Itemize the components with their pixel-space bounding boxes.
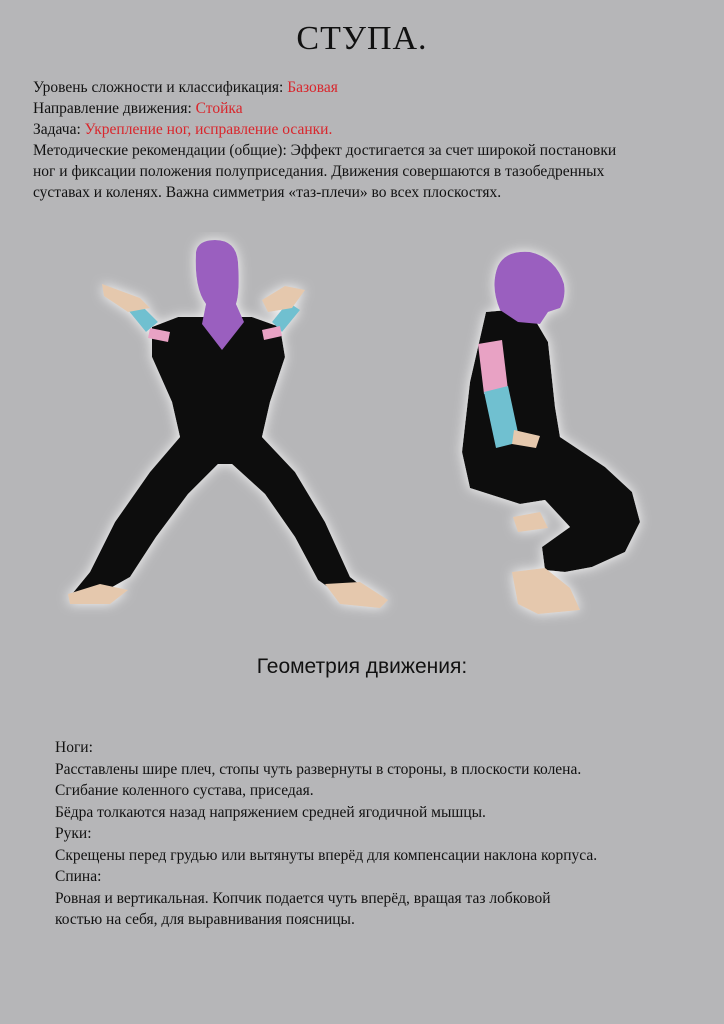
recommendations-line-2: ног и фиксации положения полуприседания. Движения совершаются в тазобедренных <box>33 163 605 180</box>
back-line-1: Ровная и вертикальная. Копчик подается чуть вперёд, вращая таз лобковой <box>55 889 551 907</box>
back-line-2: костью на себя, для выравнивания поясницы. <box>55 911 355 928</box>
side-front-foot <box>512 568 580 614</box>
front-body <box>72 317 372 594</box>
exercise-meta <box>33 77 693 203</box>
legs-line-1: Расставлены шире плеч, стопы чуть развернуты в стороны, в плоскости колена. <box>55 760 582 778</box>
side-head <box>494 252 564 324</box>
level-value: Базовая <box>287 79 338 96</box>
front-view-figure <box>68 240 388 608</box>
arms-heading: Руки: <box>55 825 92 842</box>
direction-value: Стойка <box>195 100 243 117</box>
front-left-foot <box>68 584 128 604</box>
legs-line-2: Сгибание коленного сустава, приседая. <box>55 782 314 799</box>
front-left-hand <box>102 284 150 312</box>
section-title: Геометрия движения: <box>256 655 468 678</box>
recommendations-line-1: Методические рекомендации (общие): Эффект достигается за счет широкой постановки <box>33 142 617 159</box>
level-label: Уровень сложности и классификация: <box>33 79 288 96</box>
front-right-hand <box>262 286 305 312</box>
exercise-illustration <box>0 232 724 632</box>
direction-line <box>33 98 693 119</box>
task-value: Укрепление ног, исправление осанки. <box>84 121 333 138</box>
arms-line-1: Скрещены перед грудью или вытянуты вперёд для компенсации наклона корпуса. <box>55 846 598 864</box>
movement-geometry-notes <box>55 737 695 931</box>
recommendations-line-3: суставах и коленях. Важна симметрия «таз-плечи» во всех плоскостях. <box>33 184 502 201</box>
task-label: Задача: <box>33 121 85 138</box>
page-title: СТУПА. <box>296 20 428 57</box>
legs-line-3: Бёдра толкаются назад напряжением средней ягодичной мышцы. <box>55 803 486 821</box>
back-heading: Спина: <box>55 868 102 885</box>
side-view-figure <box>462 252 640 614</box>
side-back-foot <box>513 512 548 532</box>
legs-heading: Ноги: <box>55 739 93 756</box>
direction-label: Направление движения: <box>33 100 196 117</box>
front-right-foot <box>325 582 388 608</box>
task-line <box>33 119 693 140</box>
level-line <box>33 77 693 98</box>
